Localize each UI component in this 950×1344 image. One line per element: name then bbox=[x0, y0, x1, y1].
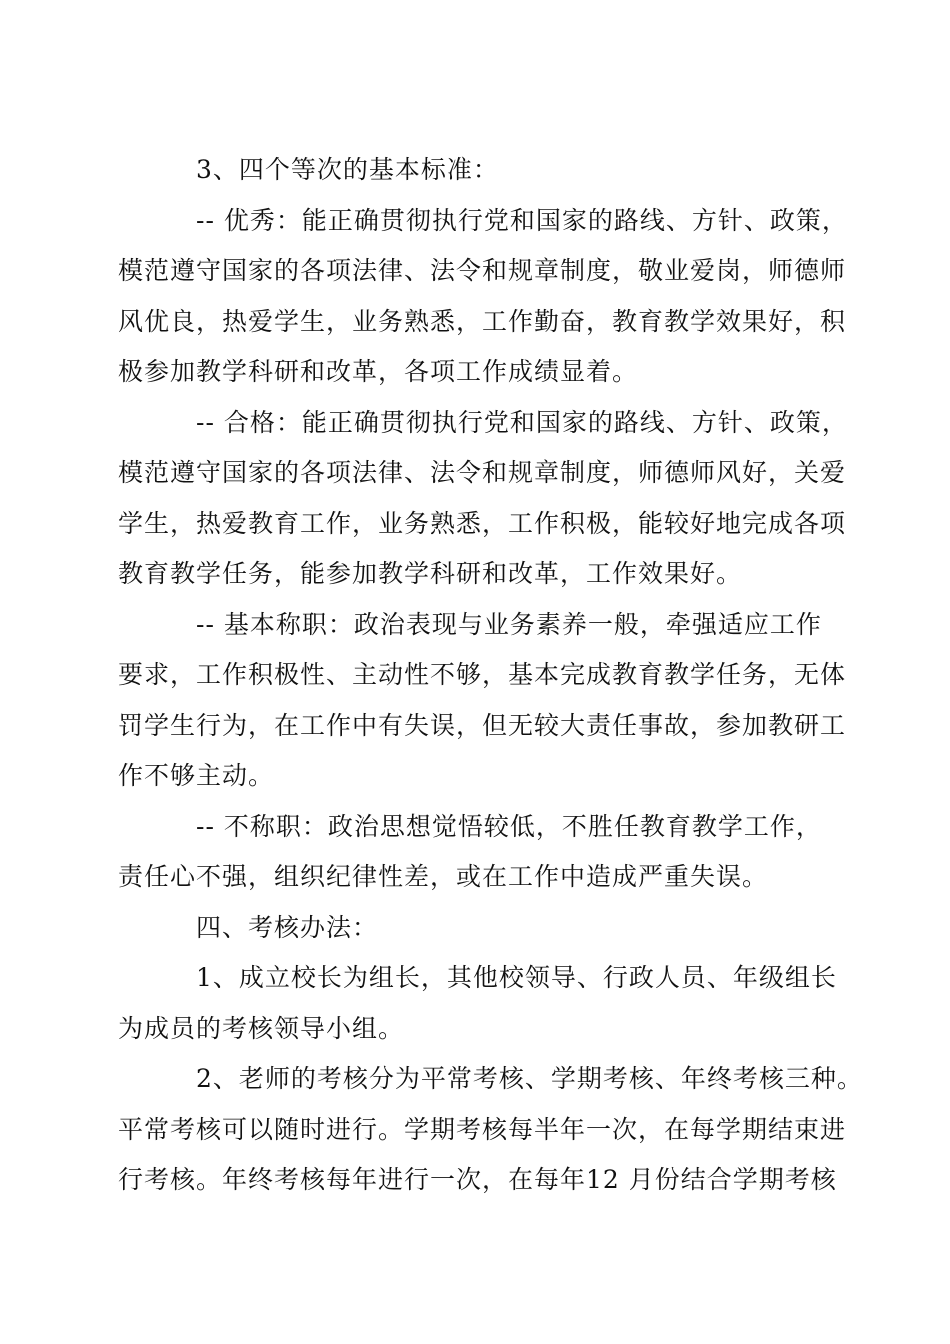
paragraph-qualified-line: 教育教学任务，能参加教学科研和改革，工作效果好。 bbox=[118, 559, 743, 588]
paragraph-qualified-line: 模范遵守国家的各项法律、法令和规章制度，师德师风好，关爱 bbox=[118, 458, 847, 487]
paragraph-excellent-line: 极参加教学科研和改革，各项工作成绩显着。 bbox=[118, 357, 639, 386]
paragraph-item-1-line: 为成员的考核领导小组。 bbox=[118, 1013, 405, 1043]
document-body bbox=[118, 145, 863, 1206]
paragraph-item-2-line: 平常考核可以随时进行。学期考核每半年一次，在每学期结束进 bbox=[118, 1114, 847, 1144]
paragraph-basic-competent-line: 罚学生行为，在工作中有失误，但无较大责任事故，参加教研工 bbox=[118, 710, 847, 740]
paragraph-excellent-line: 模范遵守国家的各项法律、法令和规章制度，敬业爱岗，师德师 bbox=[118, 256, 847, 285]
paragraph-excellent-line: 风优良，热爱学生，业务熟悉，工作勤奋，教育教学效果好，积 bbox=[118, 306, 847, 336]
heading-assessment-method: 四、考核办法： bbox=[196, 912, 379, 942]
paragraph-incompetent-line: -- 不称职：政治思想觉悟较低，不胜任教育教学工作， bbox=[196, 811, 822, 841]
paragraph-excellent-line: -- 优秀：能正确贯彻执行党和国家的路线、方针、政策， bbox=[196, 205, 848, 235]
paragraph-item-2-line: 行考核。年终考核每年进行一次，在每年12 月份结合学期考核 bbox=[118, 1165, 837, 1194]
paragraph-basic-competent-line: 作不够主动。 bbox=[118, 761, 275, 790]
paragraph-basic-competent-line: -- 基本称职：政治表现与业务素养一般，牵强适应工作 bbox=[196, 609, 822, 639]
paragraph-item-2-line: 2、老师的考核分为平常考核、学期考核、年终考核三种。 bbox=[196, 1064, 863, 1093]
heading-standards: 3、四个等次的基本标准： bbox=[196, 155, 499, 184]
paragraph-basic-competent-line: 要求，工作积极性、主动性不够，基本完成教育教学任务，无体 bbox=[118, 660, 847, 689]
paragraph-qualified-line: -- 合格：能正确贯彻执行党和国家的路线、方针、政策， bbox=[196, 407, 848, 437]
paragraph-item-1-line: 1、成立校长为组长，其他校领导、行政人员、年级组长 bbox=[196, 963, 837, 992]
paragraph-incompetent-line: 责任心不强，组织纪律性差，或在工作中造成严重失误。 bbox=[118, 862, 769, 891]
paragraph-qualified-line: 学生，热爱教育工作，业务熟悉，工作积极，能较好地完成各项 bbox=[118, 508, 847, 538]
